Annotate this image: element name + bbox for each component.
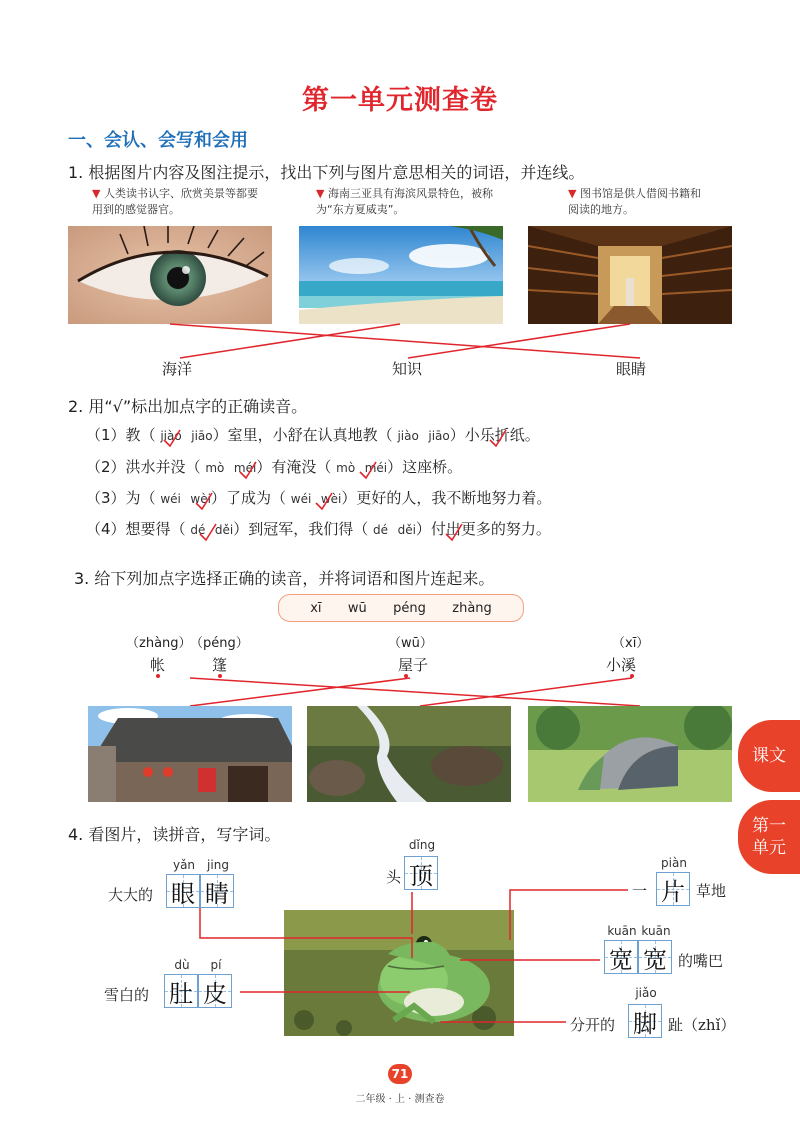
char-box-pi[interactable]: 皮 xyxy=(198,974,232,1008)
footer-text: 二年级 · 上 · 测查卷 xyxy=(355,1094,445,1105)
char-box-kuan-1[interactable]: 宽 xyxy=(604,940,638,974)
pinyin-option: zhàng xyxy=(452,600,492,616)
pinyin-jiao: jiǎo xyxy=(635,986,657,1000)
word-ocean: 海洋 xyxy=(162,360,193,378)
char-box-kuan-2[interactable]: 宽 xyxy=(638,940,672,974)
answer-zhang: （zhàng） xyxy=(126,636,192,651)
label-big-eyes: 大大的 xyxy=(108,886,154,904)
q2-row-4: （4）想要得（ dé děi）到冠军，我们得（ dé děi）付出更多的努力。 xyxy=(86,520,551,538)
label-toes: 趾（zhǐ） xyxy=(668,1016,736,1034)
section-heading: 一、会认、会写和会用 xyxy=(68,130,248,151)
tab-unit-one[interactable]: 第一 单元 xyxy=(738,800,800,874)
page-title: 第一单元测查卷 xyxy=(302,85,498,116)
pinyin-pian: piàn xyxy=(661,856,687,870)
pinyin-option: wū xyxy=(347,600,367,616)
char-box-pian[interactable]: 片 xyxy=(656,872,690,906)
label-head: 头 xyxy=(386,868,402,886)
pinyin-du: dù xyxy=(174,958,190,972)
triangle-icon: ▼ xyxy=(568,187,577,200)
label-mouth: 的嘴巴 xyxy=(678,952,724,970)
caption-beach: ▼ 海南三亚具有海滨风景特色，被称为“东方夏威夷”。 xyxy=(316,187,493,216)
pinyin-kuan-1: kuān xyxy=(607,924,637,938)
q2-row-2: （2）洪水并没（ mò méi）有淹没（ mò méi）这座桥。 xyxy=(86,458,463,476)
char-box-yan[interactable]: 眼 xyxy=(166,874,200,908)
pinyin-option: xī xyxy=(310,600,322,616)
pinyin-ding: dǐng xyxy=(408,838,436,852)
q2-row-3: （3）为（ wéi wèi）了成为（ wéi wèi）更好的人，我不断地努力着。 xyxy=(86,489,552,507)
word-wuzi: 屋子 xyxy=(398,656,429,674)
pinyin-pi: pí xyxy=(210,958,222,972)
char-box-jiao[interactable]: 脚 xyxy=(628,1004,662,1038)
question-2-prompt: 2. 用“√”标出加点字的正确读音。 xyxy=(68,397,308,416)
char-box-jing[interactable]: 睛 xyxy=(200,874,234,908)
pinyin-yan: yǎn xyxy=(172,858,196,872)
triangle-icon: ▼ xyxy=(316,187,325,200)
word-knowledge: 知识 xyxy=(392,360,423,378)
question-1-prompt: 1. 根据图片内容及图注提示，找出下列与图片意思相关的词语，并连线。 xyxy=(68,163,585,182)
tab-lesson[interactable]: 课文 xyxy=(738,720,800,792)
answer-wu: （wū） xyxy=(388,636,433,651)
word-xiaoxi: 小溪 xyxy=(606,656,637,674)
caption-eye: ▼ 人类读书认字、欣赏美景等都要用到的感觉器官。 xyxy=(92,187,258,216)
question-4-prompt: 4. 看图片，读拼音，写字词。 xyxy=(68,825,281,844)
label-grass: 草地 xyxy=(696,882,727,900)
word-peng: 篷 xyxy=(212,656,228,674)
word-zhang: 帐 xyxy=(150,656,166,674)
q2-row-1: （1）教（ jiào jiāo）室里，小舒在认真地教（ jiào jiāo）小乐折纸。 xyxy=(86,426,540,444)
word-eyes: 眼睛 xyxy=(616,360,647,378)
page-number: 71 xyxy=(388,1064,412,1084)
answer-peng: （péng） xyxy=(190,636,249,651)
answer-xi: （xī） xyxy=(612,636,650,651)
label-yi: 一 xyxy=(632,882,648,900)
question-3-prompt: 3. 给下列加点字选择正确的读音，并将词语和图片连起来。 xyxy=(74,569,495,588)
pinyin-jing: jing xyxy=(207,858,229,872)
pinyin-kuan-2: kuān xyxy=(641,924,671,938)
pinyin-option: péng xyxy=(393,600,426,616)
char-box-du[interactable]: 肚 xyxy=(164,974,198,1008)
char-box-ding[interactable]: 顶 xyxy=(404,856,438,890)
label-snow-white: 雪白的 xyxy=(104,986,150,1004)
caption-library: ▼ 图书馆是供人借阅书籍和阅读的地方。 xyxy=(568,187,701,216)
label-spread: 分开的 xyxy=(570,1016,616,1034)
triangle-icon: ▼ xyxy=(92,187,101,200)
